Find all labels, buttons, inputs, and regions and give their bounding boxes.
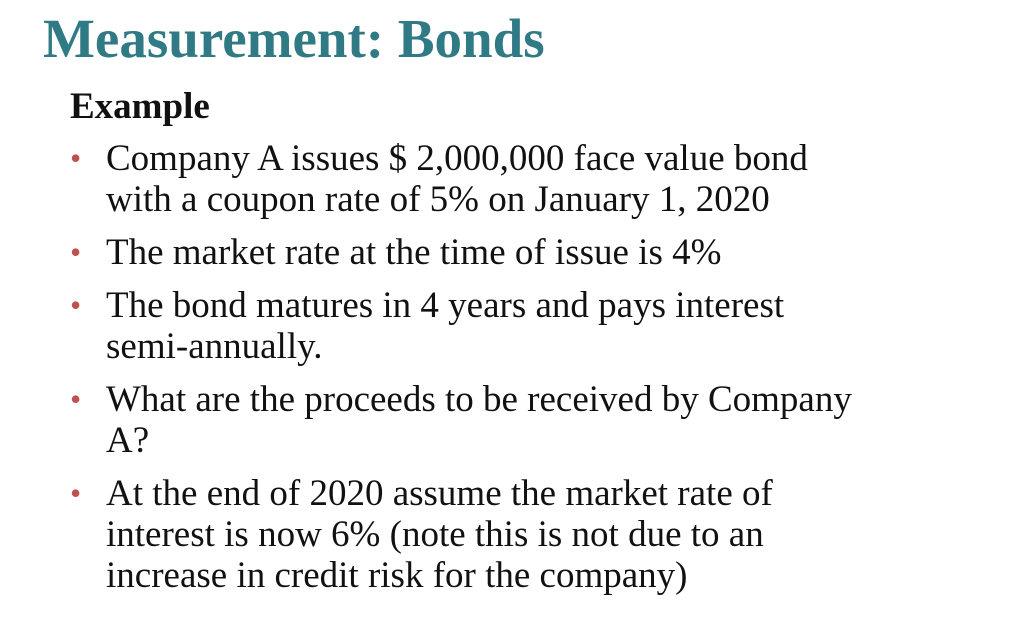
bullet-text-line: The market rate at the time of issue is 4% — [106, 232, 722, 273]
bullet-dot-icon: • — [70, 287, 82, 323]
bullet-item — [70, 232, 970, 273]
bullet-text-line: with a coupon rate of 5% on January 1, 2020 — [106, 179, 770, 220]
bullet-dot-icon: • — [70, 140, 82, 176]
bullet-text-line: increase in credit risk for the company) — [106, 555, 688, 596]
bullet-item — [70, 285, 970, 367]
bullet-dot-icon: • — [70, 234, 82, 270]
bullet-list — [70, 138, 970, 608]
bullet-text-line: A? — [106, 420, 150, 461]
bullet-item — [70, 379, 970, 461]
bullet-item — [70, 138, 970, 220]
bullet-dot-icon: • — [70, 381, 82, 417]
slide-subtitle: Example — [70, 86, 210, 127]
slide-title: Measurement: Bonds — [43, 8, 545, 69]
bullet-text-line: interest is now 6% (note this is not due to an — [106, 514, 764, 555]
bullet-text-line: Company A issues $ 2,000,000 face value bond — [106, 138, 808, 179]
bullet-item — [70, 473, 970, 596]
bullet-dot-icon: • — [70, 475, 82, 511]
bullet-text-line: At the end of 2020 assume the market rate of — [106, 473, 773, 514]
bullet-text-line: semi-annually. — [106, 326, 323, 367]
bullet-text-line: The bond matures in 4 years and pays interest — [106, 285, 785, 326]
bullet-text-line: What are the proceeds to be received by Company — [106, 379, 852, 420]
